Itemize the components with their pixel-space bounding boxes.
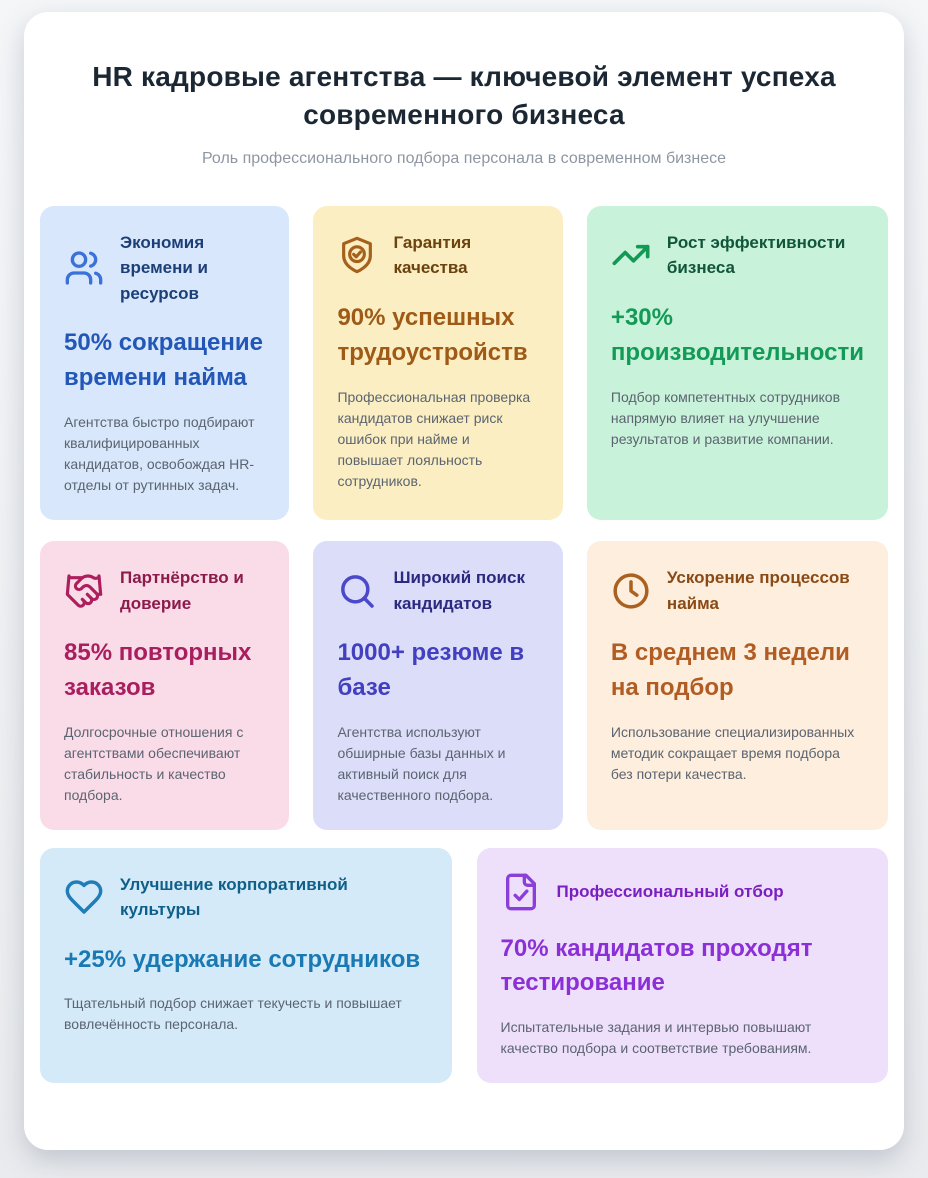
card-description: Агентства быстро подбирают квалифицированных кандидатов, освобождая HR-отделы от рутинных задач.	[64, 414, 255, 494]
card-heading: Улучшение корпоративной культуры	[120, 874, 348, 920]
card-description: Испытательные задания и интервью повышают качество подбора и соответствие требованиям.	[500, 1019, 812, 1057]
card-heading: Партнёрство и доверие	[120, 568, 244, 613]
content-sheet	[24, 12, 904, 1150]
cards-grid-top	[40, 206, 888, 830]
card-stat: 70% кандидатов проходят тестирование	[500, 934, 813, 997]
card-stat: 85% повторных заказов	[64, 639, 252, 701]
card-corporate-culture	[40, 848, 452, 1084]
card-heading: Гарантия качества	[393, 232, 472, 278]
card-stat: +30% производительности	[610, 303, 864, 366]
card-stat: В среднем 3 недели на подбор	[610, 639, 850, 701]
trending-up-icon	[611, 235, 651, 275]
card-description: Тщательный подбор снижает текучесть и повышает вовлечённость персонала.	[64, 995, 402, 1033]
page-title: HR кадровые агентства — ключевой элемент успеха современного бизнеса	[92, 61, 836, 130]
card-stat: +25% удержание сотрудников	[64, 945, 421, 973]
card-description: Использование специализированных методик сокращает время подбора без потери качества.	[610, 723, 855, 782]
card-time-savings	[40, 206, 289, 520]
card-wide-search	[313, 541, 562, 830]
clock-icon	[611, 571, 651, 611]
file-check-icon	[501, 872, 541, 912]
card-heading: Экономия времени и ресурсов	[120, 232, 208, 303]
card-description: Профессиональная проверка кандидатов снижает риск ошибок при найме и повышает лояльность сотрудников.	[337, 388, 531, 489]
card-description: Агентства используют обширные базы данных и активный поиск для качественного подбора.	[337, 723, 506, 803]
card-stat: 1000+ резюме в базе	[337, 639, 525, 701]
page-subtitle: Роль профессионального подбора персонала в современном бизнесе	[201, 149, 727, 167]
heart-icon	[64, 877, 104, 917]
search-icon	[337, 571, 377, 611]
shield-check-icon	[337, 235, 377, 275]
card-heading: Рост эффективности бизнеса	[666, 232, 846, 278]
handshake-icon	[64, 571, 104, 611]
card-professional-selection	[477, 848, 889, 1084]
card-heading: Ускорение процессов найма	[666, 568, 850, 613]
card-description: Подбор компетентных сотрудников напрямую влияет на улучшение результатов и развитие компании.	[610, 388, 841, 447]
card-partnership-trust	[40, 541, 289, 830]
card-heading: Профессиональный отбор	[556, 881, 784, 901]
cards-grid-bottom	[40, 848, 888, 1084]
card-stat: 90% успешных трудоустройств	[337, 303, 528, 366]
card-hiring-speed	[587, 541, 888, 830]
card-business-efficiency	[587, 206, 888, 520]
card-stat: 50% сокращение времени найма	[64, 329, 263, 392]
card-quality-guarantee	[313, 206, 562, 520]
card-heading: Широкий поиск кандидатов	[393, 568, 525, 613]
card-description: Долгосрочные отношения с агентствами обеспечивают стабильность и качество подбора.	[64, 723, 244, 803]
users-icon	[64, 248, 104, 288]
